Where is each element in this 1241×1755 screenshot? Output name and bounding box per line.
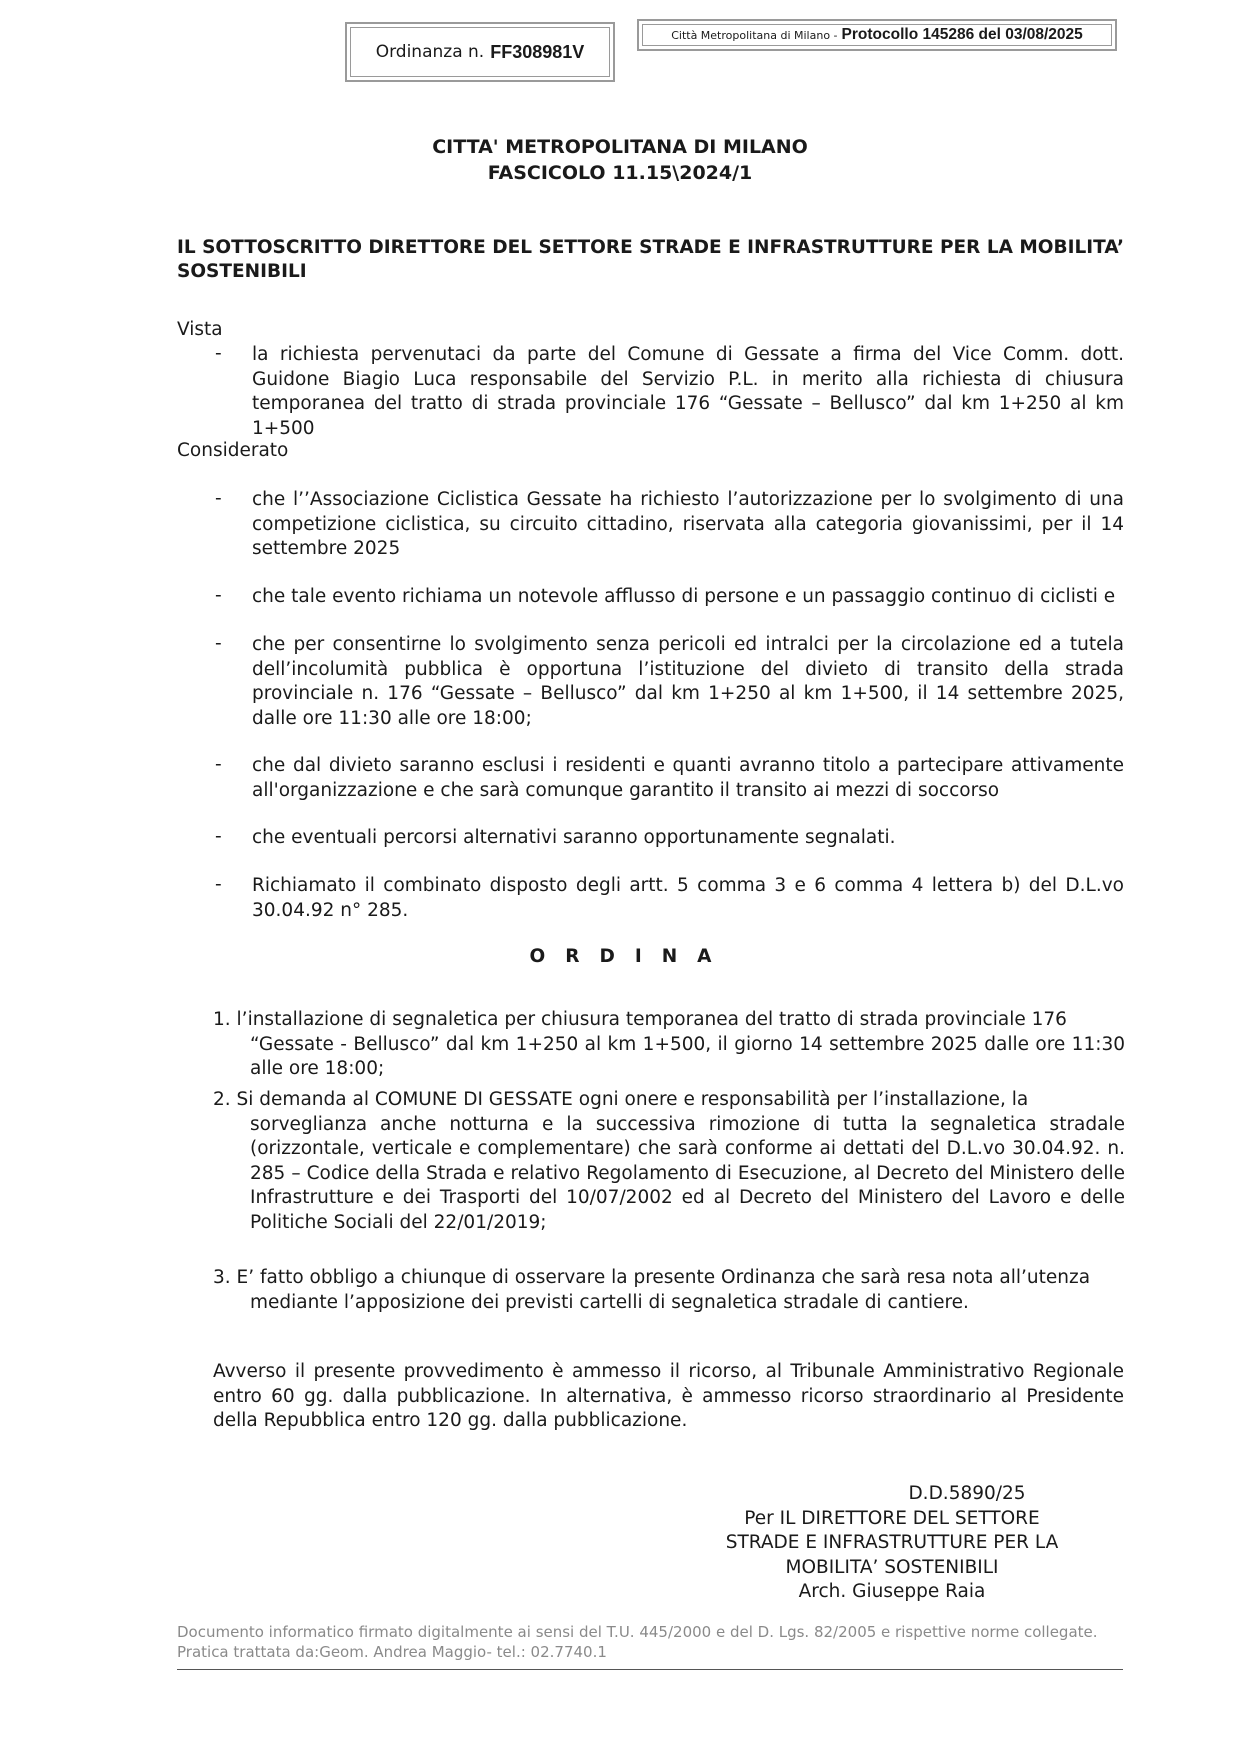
considerato-item: che tale evento richiama un notevole afflusso di persone e un passaggio continuo di ciclisti e <box>252 586 1116 607</box>
bullet-dash: - <box>215 633 222 654</box>
protocol-text: Protocollo 145286 del 03/08/2025 <box>841 26 1083 43</box>
footer-line-1: Documento informatico firmato digitalmente ai sensi del T.U. 445/2000 e del D. Lgs. 82/2005 e rispettive norme collegate. <box>177 1623 1098 1641</box>
ordina-item-first: l’installazione di segnaletica per chiusura temporanea del tratto di strada provinciale 176 <box>236 1009 1067 1030</box>
ordinanza-inner <box>350 27 610 77</box>
footer-divider <box>177 1669 1123 1670</box>
considerato-item: che l’’Associazione Ciclistica Gessate ha richiesto l’autorizzazione per lo svolgimento di una competizione ciclistica, su circuito cittadino, riservata alla categoria giovanissimi, per il 14 settembre 2025 <box>252 489 1124 559</box>
ordina-item-rest: mediante l’apposizione dei previsti cartelli di segnaletica stradale di cantiere. <box>250 1291 969 1313</box>
footer-line-2: Pratica trattata da:Geom. Andrea Maggio- tel.: 02.7740.1 <box>177 1643 607 1661</box>
ordina-item-3 <box>213 1266 1125 1315</box>
bullet-dash: - <box>215 754 222 775</box>
ordina-item-number: 1. <box>213 1009 231 1030</box>
bullet-dash: - <box>215 585 222 606</box>
protocol-inner <box>642 24 1112 46</box>
ordinanza-box <box>345 22 615 82</box>
title-line-2: FASCICOLO 11.15\2024/1 <box>487 162 753 184</box>
ordina-item-first-line <box>213 1088 1125 1113</box>
bullet-dash: - <box>215 488 222 509</box>
ricorso-paragraph: Avverso il presente provvedimento è ammesso il ricorso, al Tribunale Amministrativo Regionale entro 60 gg. dalla pubblicazione. In alternativa, è ammesso ricorso straordinario al Presidente della Repubblica entro 120 gg. dalla pubblicazione. <box>213 1361 1124 1431</box>
ordina-item-number: 3. <box>213 1267 231 1288</box>
vista-item: la richiesta pervenutaci da parte del Comune di Gessate a firma del Vice Comm. dott. Guidone Biagio Luca responsabile del Servizio P.L. in merito alla richiesta di chiusura temporanea del tratto di strada provinciale 176 “Gessate – Bellusco” dal km 1+250 al km 1+500 <box>252 344 1124 439</box>
considerato-item: che dal divieto saranno esclusi i residenti e quanti avranno titolo a partecipare attivamente all'organizzazione e che sarà comunque garantito il transito ai mezzi di soccorso <box>252 755 1124 801</box>
signature-block <box>682 1482 1102 1605</box>
considerato-label: Considerato <box>177 440 289 461</box>
protocol-prefix: Città Metropolitana di Milano - <box>671 28 838 42</box>
ordina-item-first: Si demanda al COMUNE DI GESSATE ogni onere e responsabilità per l’installazione, la <box>236 1089 1029 1110</box>
considerato-item: Richiamato il combinato disposto degli artt. 5 comma 3 e 6 comma 4 lettera b) del D.L.vo 30.04.92 n° 285. <box>252 875 1124 921</box>
ordina-item-first: E’ fatto obbligo a chiunque di osservare la presente Ordinanza che sarà resa nota all’utenza <box>236 1267 1091 1288</box>
bullet-dash: - <box>215 874 222 895</box>
ordina-item-first-line <box>213 1266 1125 1291</box>
signature-line-3: MOBILITA’ SOSTENIBILI <box>785 1556 999 1578</box>
ordina-item-2 <box>213 1088 1125 1235</box>
bullet-dash: - <box>215 826 222 847</box>
ordinanza-number: FF308981V <box>490 41 585 62</box>
document-title <box>0 134 1241 186</box>
considerato-item: che eventuali percorsi alternativi saranno opportunamente segnalati. <box>252 827 896 848</box>
signature-line-1: Per IL DIRETTORE DEL SETTORE <box>744 1507 1040 1529</box>
ordina-item-rest: sorveglianza anche notturna e la successiva rimozione di tutta la segnaletica stradale (orizzontale, verticale e complementare) che sarà conforme ai dettati del D.L.vo 30.04.92. n. 285 – Codice della Strada e relativo Regolamento di Esecuzione, al Decreto del Ministero delle Infrastrutture e dei Trasporti del 10/07/2002 ed al Decreto del Ministero del Lavoro e delle Politiche Sociali del 22/01/2019; <box>250 1113 1125 1233</box>
signature-name: Arch. Giuseppe Raia <box>798 1581 986 1602</box>
ordina-label: ORDINA <box>529 946 732 967</box>
bullet-dash: - <box>215 343 222 364</box>
vista-label: Vista <box>177 319 223 340</box>
ordinanza-label: Ordinanza n. <box>375 42 485 62</box>
ordina-heading <box>10 946 1241 967</box>
document-heading: IL SOTTOSCRITTO DIRETTORE DEL SETTORE STRADE E INFRASTRUTTURE PER LA MOBILITA’ SOSTENIBILI <box>177 237 1125 282</box>
ordina-item-number: 2. <box>213 1089 231 1110</box>
ordina-item-first-line <box>213 1008 1125 1033</box>
protocol-box <box>637 19 1117 51</box>
ordina-item-1 <box>213 1008 1125 1082</box>
footer <box>177 1622 1124 1662</box>
considerato-item: che per consentirne lo svolgimento senza pericoli ed intralci per la circolazione ed a tutela dell’incolumità pubblica è opportuna l’istituzione del divieto di transito della strada provinciale n. 176 “Gessate – Bellusco” dal km 1+250 al km 1+500, il 14 settembre 2025, dalle ore 11:30 alle ore 18:00; <box>252 634 1124 729</box>
signature-line-2: STRADE E INFRASTRUTTURE PER LA <box>725 1532 1059 1553</box>
title-line-1: CITTA' METROPOLITANA DI MILANO <box>432 136 808 158</box>
signature-dd: D.D.5890/25 <box>908 1483 1026 1504</box>
ordina-item-rest: “Gessate - Bellusco” dal km 1+250 al km 1+500, il giorno 14 settembre 2025 dalle ore 11:30 alle ore 18:00; <box>250 1033 1125 1079</box>
